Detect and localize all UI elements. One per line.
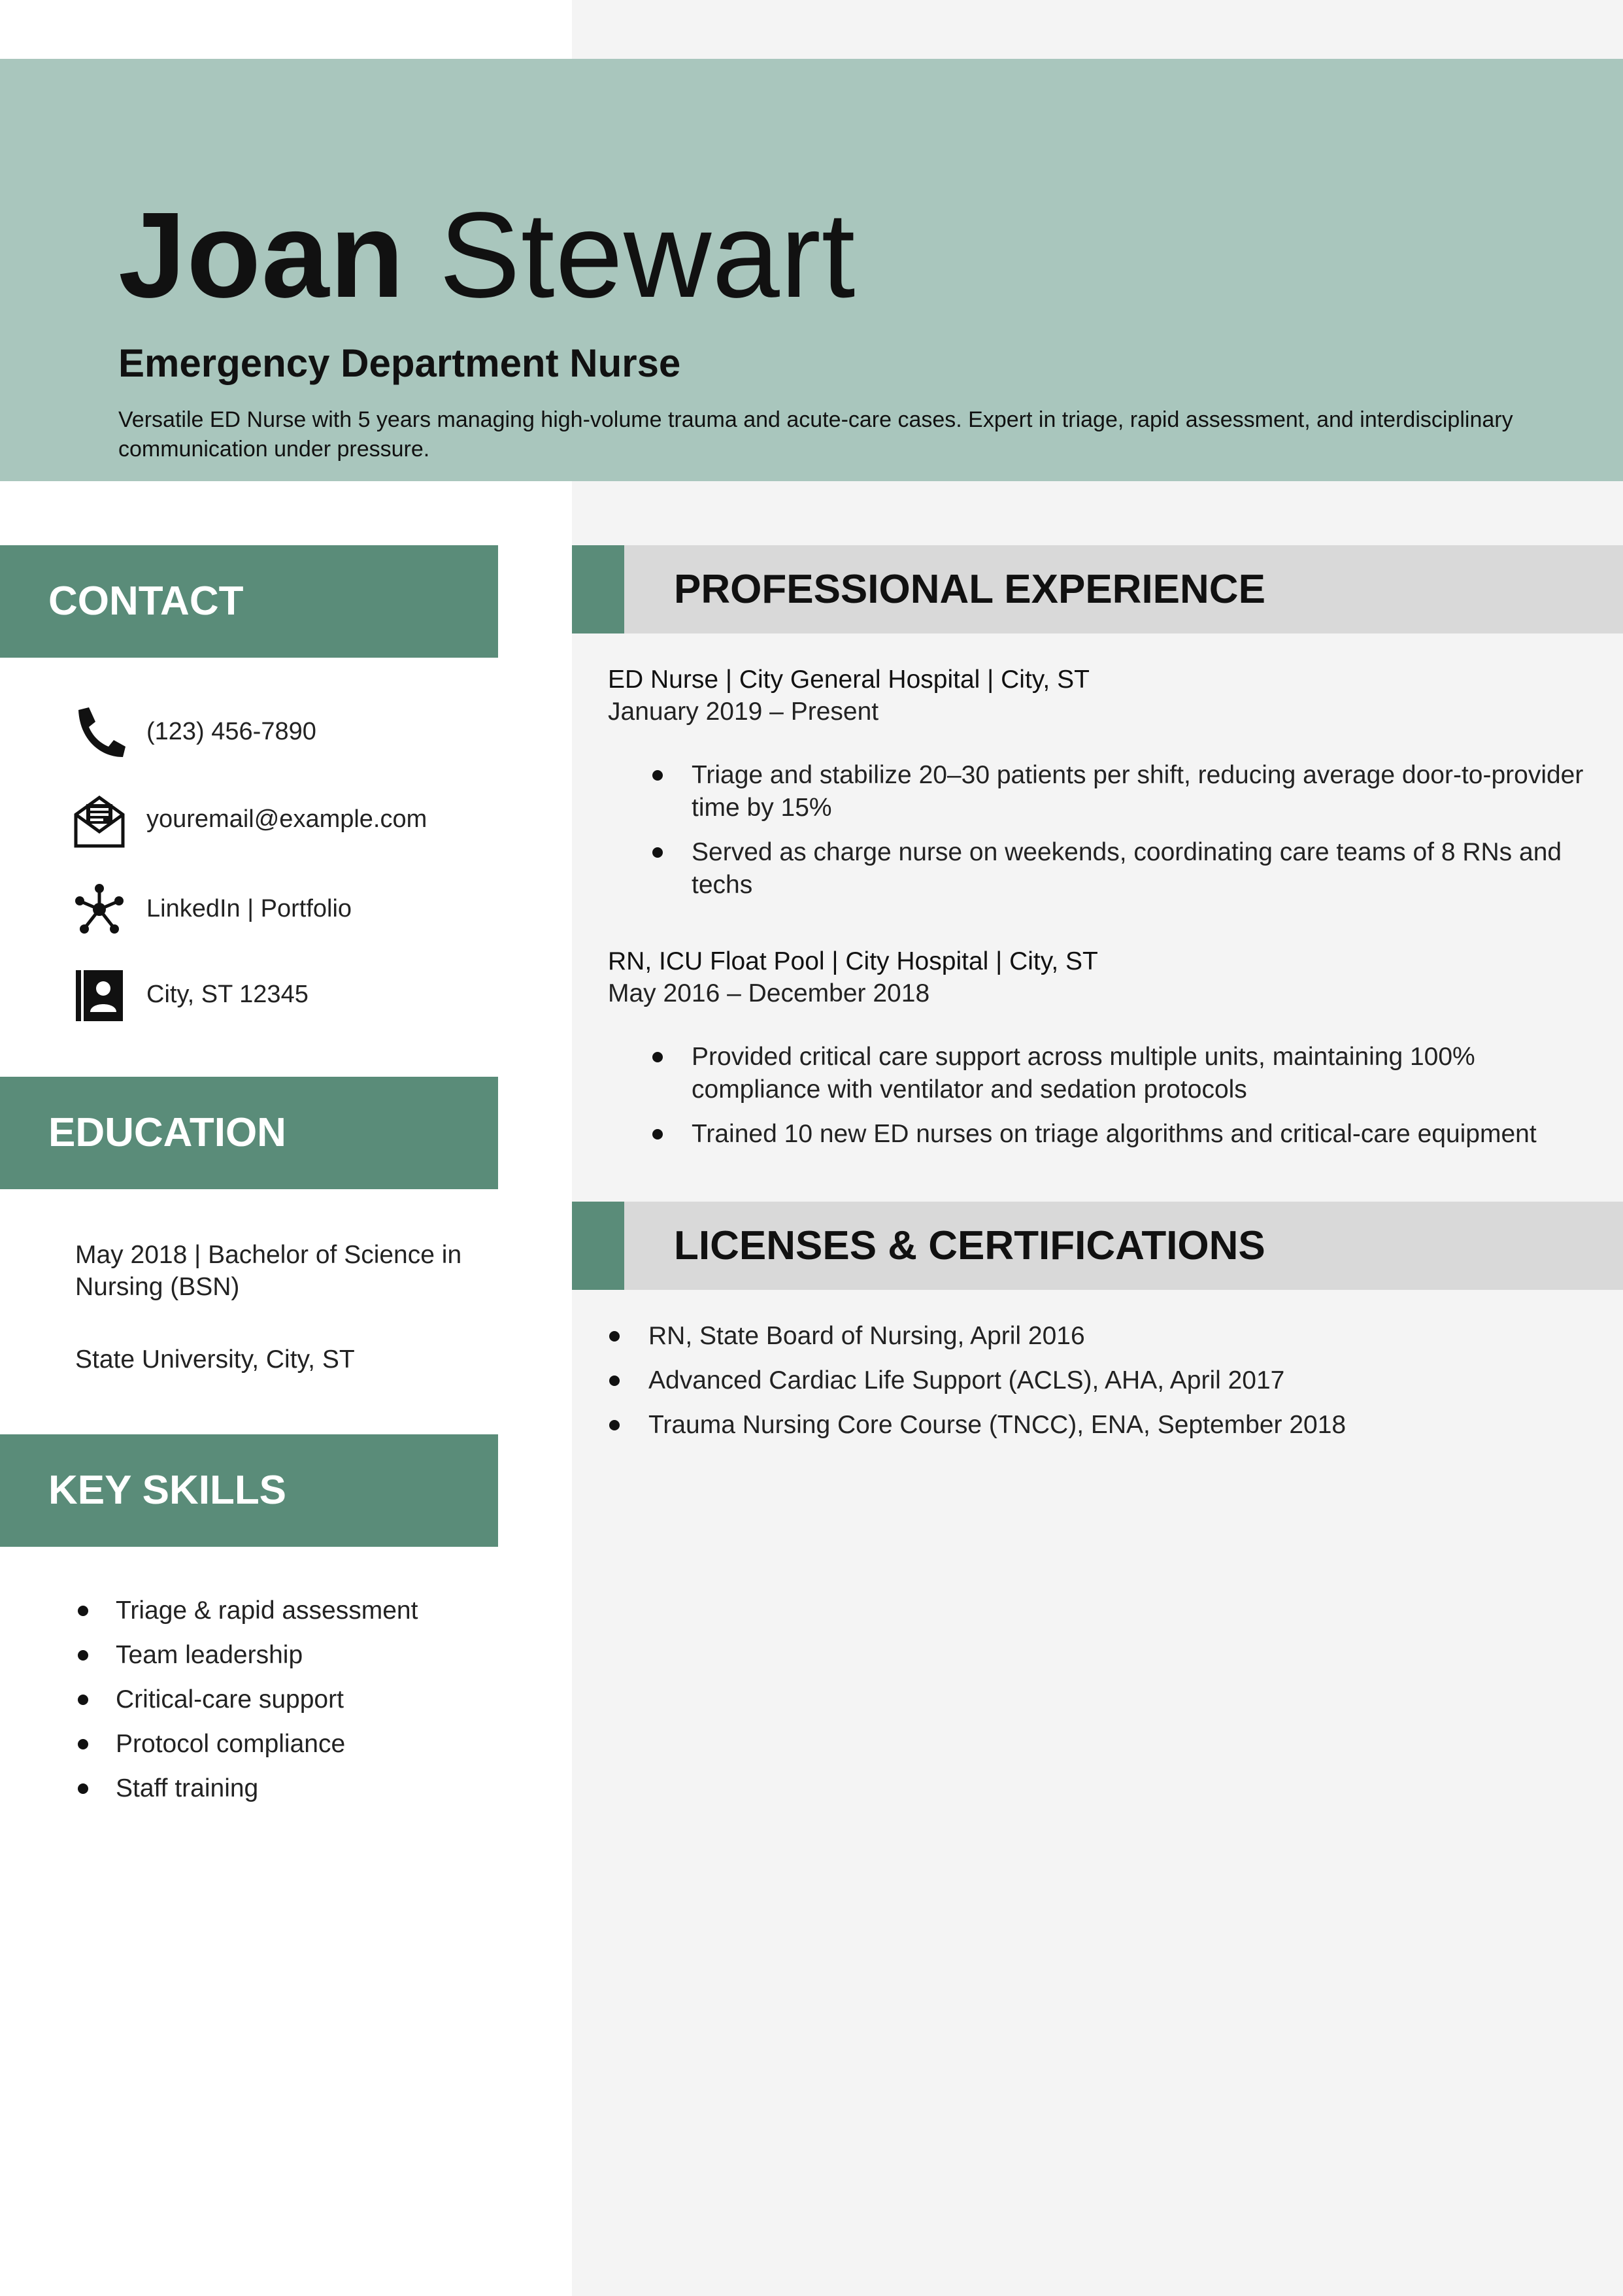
skill-text: Triage & rapid assessment [116,1596,418,1625]
contact-phone [73,702,478,761]
links-text: LinkedIn | Portfolio [146,895,352,922]
skill-item [75,1722,494,1766]
skill-text: Critical-care support [116,1685,344,1714]
job-dates-1: January 2019 – Present [608,698,879,726]
job-bullet-text: Trained 10 new ED nurses on triage algorithms and critical-care equipment [692,1120,1537,1148]
skill-item [75,1633,494,1678]
license-text: Trauma Nursing Core Course (TNCC), ENA, September 2018 [648,1411,1347,1439]
heading-accent [572,1202,624,1290]
bullet-dot [78,1739,88,1749]
job-bullet [652,759,1594,824]
heading-accent [572,545,624,633]
license-item [608,1359,1588,1403]
last-name: Stewart [439,188,856,323]
bullet-dot [78,1650,88,1661]
skill-item [75,1589,494,1633]
bullet-dot [609,1331,620,1342]
summary: Versatile ED Nurse with 5 years managing high-volume trauma and acute-care cases. Expert in triage, rapid assessment, and interdisciplinary communication under pressure. [118,407,1513,462]
skill-item [75,1766,494,1811]
license-text: Advanced Cardiac Life Support (ACLS), AHA, April 2017 [648,1366,1285,1394]
job-bullets-2 [652,1041,1594,1162]
candidate-name [118,180,856,331]
license-text: RN, State Board of Nursing, April 2016 [648,1322,1085,1350]
job-bullets-1 [652,759,1594,913]
network-icon [73,879,125,938]
first-name: Joan [118,188,405,323]
job-title-2: RN, ICU Float Pool | City Hospital | City, ST [608,947,1098,975]
skill-text: Staff training [116,1774,259,1802]
job-bullet-text: Provided critical care support across multiple units, maintaining 100% compliance with ventilator and sedation protocols [692,1043,1475,1104]
phone-text: (123) 456-7890 [146,718,316,745]
bullet-dot [78,1695,88,1705]
address-book-icon [73,965,125,1024]
licenses-heading-bar [572,1202,1623,1290]
contact-heading: CONTACT [0,545,498,658]
license-item [608,1314,1588,1359]
job-bullet-text: Triage and stabilize 20–30 patients per shift, reducing average door-to-provider time by 15% [692,761,1584,822]
skill-text: Protocol compliance [116,1730,346,1758]
bullet-dot [652,770,663,781]
bullet-dot [609,1376,620,1386]
bullet-dot [652,847,663,858]
licenses-list [608,1314,1588,1447]
skills-heading: KEY SKILLS [0,1434,498,1547]
skills-list [75,1589,494,1811]
email-text: youremail@example.com [146,805,427,833]
job-title: Emergency Department Nurse [118,341,681,385]
job-dates-2: May 2016 – December 2018 [608,979,930,1007]
contact-address [73,965,478,1024]
experience-heading: PROFESSIONAL EXPERIENCE [674,567,1265,612]
job-bullet [652,1041,1594,1106]
job-title-1: ED Nurse | City General Hospital | City, ST [608,666,1090,694]
job-bullet [652,836,1594,902]
bullet-dot [609,1420,620,1430]
license-item [608,1403,1588,1447]
address-text: City, ST 12345 [146,981,309,1008]
skill-item [75,1678,494,1722]
education-degree: May 2018 | Bachelor of Science in Nursing (BSN) [75,1241,462,1301]
job-bullet-text: Served as charge nurse on weekends, coordinating care teams of 8 RNs and techs [692,838,1562,899]
bullet-dot [78,1606,88,1616]
experience-heading-bar [572,545,1623,633]
education-heading: EDUCATION [0,1077,498,1189]
email-icon [73,790,125,849]
bullet-dot [652,1052,663,1062]
bullet-dot [78,1783,88,1794]
job-bullet [652,1118,1594,1151]
header-banner [0,59,1623,481]
licenses-heading: LICENSES & CERTIFICATIONS [674,1223,1265,1268]
skill-text: Team leadership [116,1641,303,1669]
contact-links [73,879,478,938]
bullet-dot [652,1129,663,1140]
education-school: State University, City, ST [75,1345,355,1374]
contact-email [73,790,478,849]
phone-icon [73,702,125,761]
